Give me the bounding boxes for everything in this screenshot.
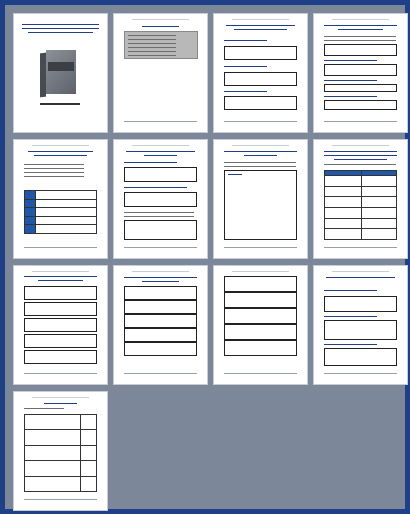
title-line bbox=[338, 29, 383, 30]
answer-box[interactable] bbox=[24, 318, 97, 332]
page-thumbnail-5[interactable] bbox=[14, 140, 107, 258]
notes-table bbox=[24, 414, 97, 492]
answer-box[interactable] bbox=[24, 334, 97, 348]
page-thumbnail-11[interactable] bbox=[214, 266, 307, 384]
answer-box[interactable] bbox=[224, 72, 297, 86]
question-line bbox=[224, 66, 267, 67]
question-line bbox=[224, 40, 267, 41]
page-thumbnail-12[interactable] bbox=[314, 266, 407, 384]
title-line bbox=[324, 25, 397, 26]
page-header bbox=[332, 144, 389, 146]
page-header bbox=[132, 18, 189, 20]
title-line bbox=[44, 403, 77, 404]
question-line bbox=[224, 91, 267, 92]
title-line bbox=[124, 277, 197, 278]
subtitle-line bbox=[28, 32, 93, 33]
answer-box[interactable] bbox=[224, 96, 297, 110]
page-thumbnail-4[interactable] bbox=[314, 14, 407, 132]
title-line bbox=[28, 151, 93, 152]
page-footer bbox=[24, 499, 97, 504]
title-line bbox=[324, 151, 397, 152]
page-header bbox=[32, 396, 89, 398]
answer-box[interactable] bbox=[124, 314, 197, 328]
answer-box[interactable] bbox=[224, 340, 297, 356]
title-line bbox=[326, 277, 395, 278]
page-thumbnail-9[interactable] bbox=[14, 266, 107, 384]
answer-box[interactable] bbox=[324, 320, 397, 340]
title-line bbox=[324, 155, 397, 156]
page-header bbox=[132, 144, 189, 146]
page-header bbox=[232, 18, 289, 20]
page-footer bbox=[224, 373, 297, 378]
answer-box[interactable] bbox=[224, 308, 297, 324]
title-line bbox=[234, 29, 287, 30]
answer-box[interactable] bbox=[224, 46, 297, 60]
question-line bbox=[124, 162, 177, 163]
page-header bbox=[32, 270, 89, 272]
title-line bbox=[244, 155, 277, 156]
answer-box[interactable] bbox=[224, 170, 297, 240]
page-header bbox=[32, 144, 89, 146]
answer-box[interactable] bbox=[124, 342, 197, 356]
answer-box[interactable] bbox=[124, 328, 197, 342]
page-thumbnail-3[interactable] bbox=[214, 14, 307, 132]
page-thumbnail-10[interactable] bbox=[114, 266, 207, 384]
page-thumbnail-2[interactable] bbox=[114, 14, 207, 132]
question-line bbox=[324, 80, 377, 81]
title-line bbox=[334, 159, 387, 160]
page-header bbox=[232, 144, 289, 146]
title-line bbox=[126, 151, 195, 152]
answer-box[interactable] bbox=[24, 302, 97, 316]
page-footer bbox=[124, 247, 197, 252]
title-line bbox=[22, 24, 99, 25]
answer-box[interactable] bbox=[324, 296, 397, 312]
answer-box[interactable] bbox=[324, 64, 397, 76]
page-footer bbox=[24, 373, 97, 378]
title-line bbox=[22, 28, 99, 29]
page-header bbox=[132, 270, 189, 272]
title-line bbox=[34, 155, 87, 156]
page-footer bbox=[224, 121, 297, 126]
title-line bbox=[38, 280, 83, 281]
answer-box[interactable] bbox=[124, 192, 197, 207]
answer-box[interactable] bbox=[124, 220, 197, 240]
question-line bbox=[324, 344, 377, 345]
answer-box[interactable] bbox=[324, 100, 397, 110]
page-footer bbox=[124, 121, 197, 126]
page-header bbox=[332, 18, 389, 20]
answer-box[interactable] bbox=[324, 348, 397, 366]
question-line bbox=[324, 290, 377, 291]
ebook-cover-image bbox=[38, 48, 82, 98]
answer-box[interactable] bbox=[324, 44, 397, 56]
answer-box[interactable] bbox=[24, 286, 97, 300]
question-line bbox=[324, 316, 377, 317]
question-line bbox=[124, 187, 187, 188]
question-line bbox=[324, 60, 377, 61]
answer-box[interactable] bbox=[224, 276, 297, 292]
title-line bbox=[142, 26, 179, 27]
page-thumbnail-13[interactable] bbox=[14, 392, 107, 510]
author-bar bbox=[40, 103, 80, 105]
page-footer bbox=[224, 247, 297, 252]
page-footer bbox=[324, 247, 397, 252]
box-label-line bbox=[228, 174, 242, 175]
page-thumbnail-grid bbox=[12, 12, 410, 512]
title-line bbox=[226, 25, 295, 26]
answer-box[interactable] bbox=[124, 167, 197, 182]
page-thumbnail-6[interactable] bbox=[114, 140, 207, 258]
page-thumbnail-7[interactable] bbox=[214, 140, 307, 258]
answer-box[interactable] bbox=[24, 350, 97, 364]
title-line bbox=[24, 276, 97, 277]
answer-box[interactable] bbox=[124, 300, 197, 314]
answer-box[interactable] bbox=[224, 292, 297, 308]
page-thumbnail-1[interactable] bbox=[14, 14, 107, 132]
title-line bbox=[142, 281, 179, 282]
page-thumbnail-8[interactable] bbox=[314, 140, 407, 258]
page-footer bbox=[324, 373, 397, 378]
answer-box[interactable] bbox=[124, 286, 197, 300]
title-line bbox=[144, 155, 177, 156]
gray-text-block bbox=[124, 31, 198, 59]
two-column-table bbox=[324, 170, 397, 240]
page-footer bbox=[24, 247, 97, 252]
page-header bbox=[232, 270, 289, 272]
title-line bbox=[224, 151, 297, 152]
question-line bbox=[324, 96, 377, 97]
answer-box[interactable] bbox=[324, 84, 397, 92]
answer-box[interactable] bbox=[224, 324, 297, 340]
page-footer bbox=[124, 373, 197, 378]
blue-key-table bbox=[24, 190, 97, 234]
page-footer bbox=[324, 121, 397, 126]
page-header bbox=[332, 270, 389, 272]
